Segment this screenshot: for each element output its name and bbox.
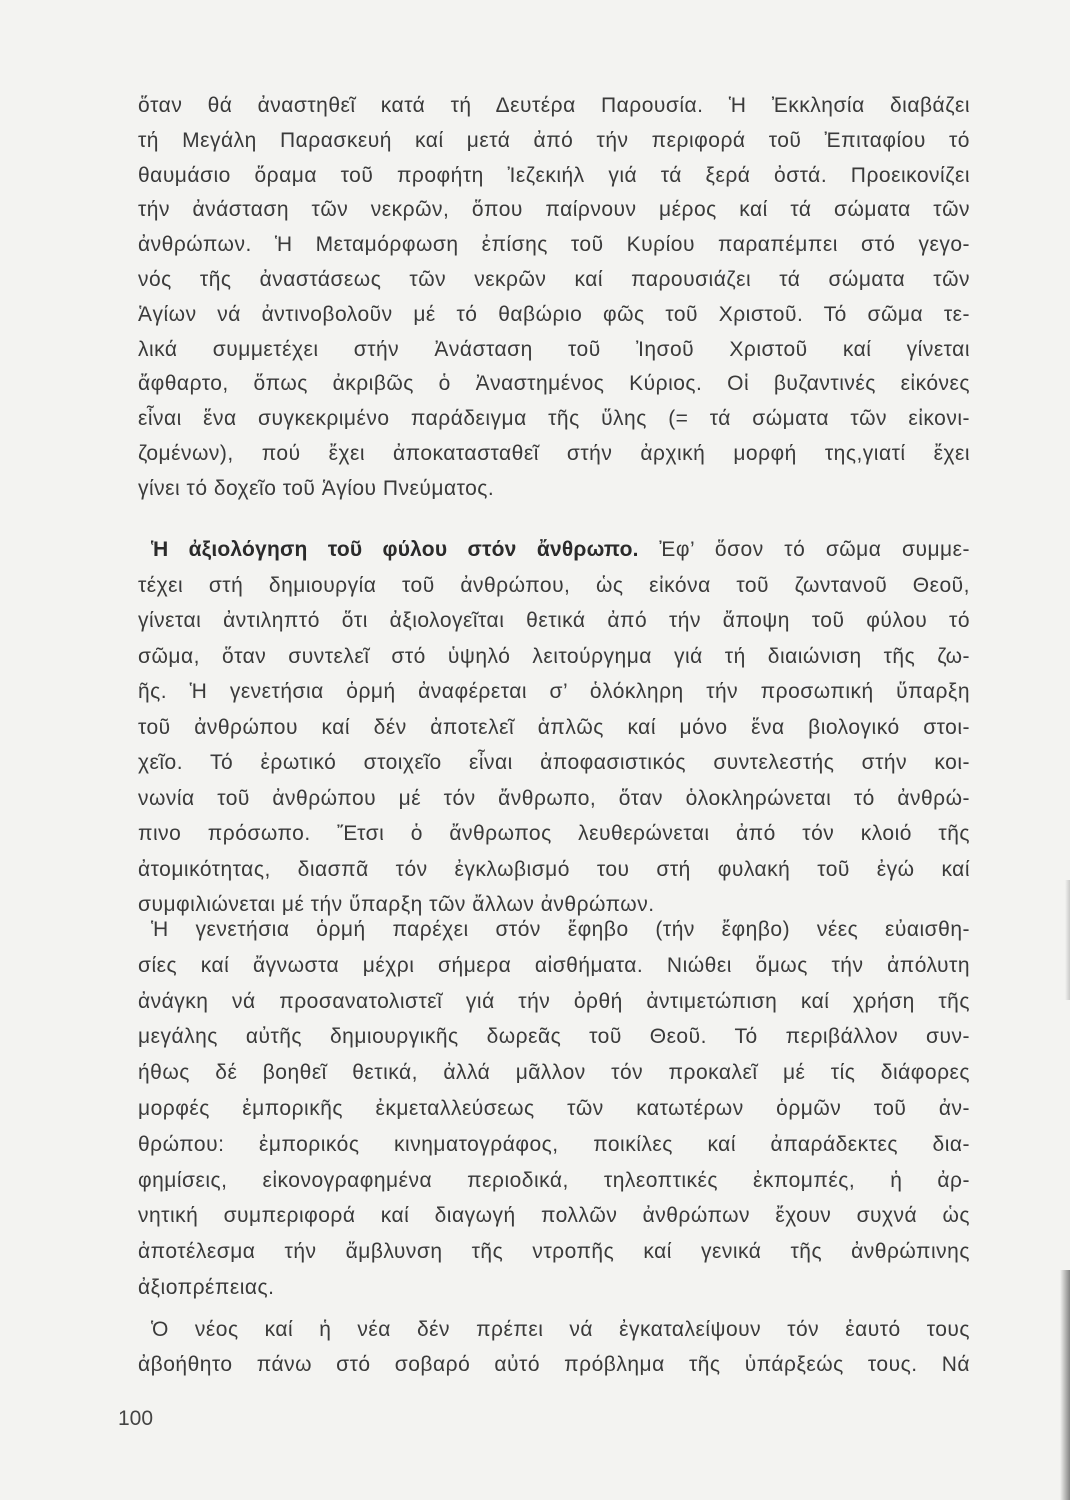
paragraph-1 bbox=[138, 89, 970, 507]
text-line bbox=[138, 984, 970, 1020]
line-text: ἀνθρώπων. Ἡ Μεταμόρφωση ἐπίσης τοῦ Κυρίου παραπέμπει στό γεγο- bbox=[138, 233, 970, 257]
line-text: πινο πρόσωπο. Ἔτσι ὁ ἄνθρωπος λευθερώνεται ἀπό τόν κλοιό τῆς bbox=[138, 822, 970, 845]
line-text: τήν ἀνάσταση τῶν νεκρῶν, ὅπου παίρνουν μέρος καί τά σώματα τῶν bbox=[138, 198, 970, 222]
text-line bbox=[138, 1127, 970, 1163]
text-line bbox=[138, 532, 970, 568]
line-text: νός τῆς ἀναστάσεως τῶν νεκρῶν καί παρουσιάζει τά σώματα τῶν bbox=[138, 267, 970, 291]
line-text: συμφιλιώνεται μέ τήν ὕπαρξη τῶν ἄλλων ἀνθρώπων. bbox=[138, 893, 655, 916]
page-number: 100 bbox=[118, 1407, 154, 1430]
text-line bbox=[138, 333, 970, 368]
line-text: τοῦ ἀνθρώπου καί δέν ἀποτελεῖ ἁπλῶς καί μόνο ἕνα βιολογικό στοι- bbox=[138, 715, 970, 739]
line-text: γίνεται ἀντιληπτό ὅτι ἀξιολογεῖται θετικά ἀπό τήν ἄποψη τοῦ φύλου τό bbox=[138, 609, 970, 632]
line-text: ἀξιοπρέπειας. bbox=[138, 1275, 275, 1299]
text-line bbox=[138, 193, 970, 228]
text-line bbox=[138, 852, 970, 888]
line-text: νωνία τοῦ ἀνθρώπου μέ τόν ἄνθρωπο, ὅταν ὁλοκληρώνεται τό ἀνθρώ- bbox=[138, 786, 970, 810]
line-text: ζομένων), πού ἔχει ἀποκατασταθεῖ στήν ἀρχική μορφή της,γιατί ἔχει bbox=[138, 441, 970, 465]
text-line bbox=[138, 367, 970, 402]
line-text: σῶμα, ὅταν συντελεῖ στό ὑψηλό λειτούργημα γιά τή διαιώνιση τῆς ζω- bbox=[138, 644, 970, 668]
line-text: τέχει στή δημιουργία τοῦ ἀνθρώπου, ὡς εἰκόνα τοῦ ζωντανοῦ Θεοῦ, bbox=[138, 573, 970, 597]
line-text: θρώπου: ἐμπορικός κινηματογράφος, ποικίλες καί ἀπαράδεκτες δια- bbox=[138, 1132, 970, 1156]
text-line bbox=[138, 124, 970, 159]
text-line bbox=[138, 603, 970, 639]
line-text: ἀβοήθητο πάνω στό σοβαρό αὐτό πρόβλημα τῆς ὑπάρξεώς τους. Νά bbox=[138, 1353, 970, 1376]
line-text: φημίσεις, εἰκονογραφημένα περιοδικά, τηλεοπτικές ἐκπομπές, ἡ ἀρ- bbox=[138, 1168, 970, 1192]
line-text: λικά συμμετέχει στήν Ἀνάσταση τοῦ Ἰησοῦ Χριστοῦ καί γίνεται bbox=[138, 337, 970, 361]
paragraph-2-section-heading bbox=[138, 532, 970, 923]
text-line bbox=[138, 298, 970, 333]
text-line bbox=[138, 228, 970, 263]
line-text: ἀνάγκη νά προσανατολιστεῖ γιά τήν ὀρθή ἀντιμετώπιση καί χρήση τῆς bbox=[138, 989, 970, 1013]
line-text: εἶναι ἕνα συγκεκριμένο παράδειγμα τῆς ὕλης (= τά σώματα τῶν εἰκονι- bbox=[138, 407, 970, 431]
text-line bbox=[138, 948, 970, 984]
line-text: μεγάλης αὐτῆς δημιουργικῆς δωρεᾶς τοῦ Θεοῦ. Τό περιβάλλον συν- bbox=[138, 1025, 970, 1049]
text-line bbox=[138, 159, 970, 194]
line-text: ἀτομικότητας, διασπᾶ τόν ἐγκλωβισμό του στή φυλακή τοῦ ἐγώ καί bbox=[138, 857, 970, 881]
text-line bbox=[138, 912, 970, 948]
line-text: ῆς. Ἡ γενετήσια ὁρμή ἀναφέρεται σ’ ὁλόκληρη τήν προσωπική ὕπαρξη bbox=[138, 680, 970, 703]
text-line bbox=[138, 816, 970, 852]
scan-page-edge-shade bbox=[1065, 880, 1070, 1000]
text-line bbox=[138, 1198, 970, 1234]
text-line bbox=[138, 568, 970, 604]
line-text: ἄφθαρτο, ὅπως ἀκριβῶς ὁ Ἀναστημένος Κύριος. Οἱ βυζαντινές εἰκόνες bbox=[138, 372, 970, 396]
text-line bbox=[138, 263, 970, 298]
line-text: ὅταν θά ἀναστηθεῖ κατά τή Δευτέρα Παρουσία. Ἡ Ἐκκλησία διαβάζει bbox=[138, 94, 970, 117]
line-text: γίνει τό δοχεῖο τοῦ Ἁγίου Πνεύματος. bbox=[138, 476, 495, 500]
paragraph-4 bbox=[138, 1312, 970, 1382]
text-line bbox=[138, 710, 970, 746]
text-line bbox=[138, 781, 970, 817]
line-text: θαυμάσιο ὅραμα τοῦ προφήτη Ἰεζεκιήλ γιά τά ξερά ὀστά. Προεικονίζει bbox=[138, 163, 970, 187]
text-line bbox=[138, 1234, 970, 1270]
line-text: ήθως δέ βοηθεῖ θετικά, ἀλλά μᾶλλον τόν προκαλεῖ μέ τίς διάφορες bbox=[138, 1061, 970, 1085]
line-text: Ἁγίων νά ἀντινοβολοῦν μέ τό θαβώριο φῶς τοῦ Χριστοῦ. Τό σῶμα τε- bbox=[138, 302, 970, 326]
text-line bbox=[138, 1091, 970, 1127]
text-line bbox=[138, 472, 970, 507]
text-line bbox=[138, 402, 970, 437]
text-line bbox=[138, 1270, 970, 1306]
text-line bbox=[138, 1312, 970, 1347]
line-text: Ἡ γενετήσια ὁρμή παρέχει στόν ἔφηβο (τήν ἔφηβο) νέες εὐαισθη- bbox=[151, 918, 970, 941]
paragraph-3 bbox=[138, 912, 970, 1306]
line-text: ἀποτέλεσμα τήν ἄμβλυνση τῆς ντροπῆς καί γενικά τῆς ἀνθρώπινης bbox=[138, 1240, 970, 1264]
line-text: τή Μεγάλη Παρασκευή καί μετά ἀπό τήν περιφορά τοῦ Ἐπιταφίου τό bbox=[138, 128, 970, 152]
text-line bbox=[138, 674, 970, 710]
text-line bbox=[138, 639, 970, 675]
line-text: χεῖο. Τό ἐρωτικό στοιχεῖο εἶναι ἀποφασιστικός συντελεστής στήν κοι- bbox=[138, 751, 970, 774]
line-text: σίες καί ἄγνωστα μέχρι σήμερα αἰσθήματα. Νιώθει ὅμως τήν ἀπόλυτη bbox=[138, 953, 970, 977]
line-text: νητική συμπεριφορά καί διαγωγή πολλῶν ἀνθρώπων ἔχουν συχνά ὡς bbox=[138, 1204, 970, 1228]
text-line bbox=[138, 745, 970, 781]
line-text: μορφές ἐμπορικῆς ἐκμεταλλεύσεως τῶν κατωτέρων ὁρμῶν τοῦ ἀν- bbox=[138, 1096, 970, 1120]
section-heading: Ἡ ἀξιολόγηση τοῦ φύλου στόν ἄνθρωπο. bbox=[151, 538, 639, 561]
text-line bbox=[138, 1055, 970, 1091]
text-line bbox=[138, 89, 970, 124]
text-line bbox=[138, 1347, 970, 1382]
line-text: Ὁ νέος καί ἡ νέα δέν πρέπει νά ἐγκαταλείψουν τόν ἑαυτό τους bbox=[151, 1318, 970, 1341]
scan-page-edge-shadow bbox=[1060, 1270, 1070, 1500]
text-line bbox=[138, 437, 970, 472]
line-text: Ἐφ’ ὅσον τό σῶμα συμμε- bbox=[659, 538, 970, 561]
text-line bbox=[138, 1163, 970, 1199]
text-line bbox=[138, 1019, 970, 1055]
